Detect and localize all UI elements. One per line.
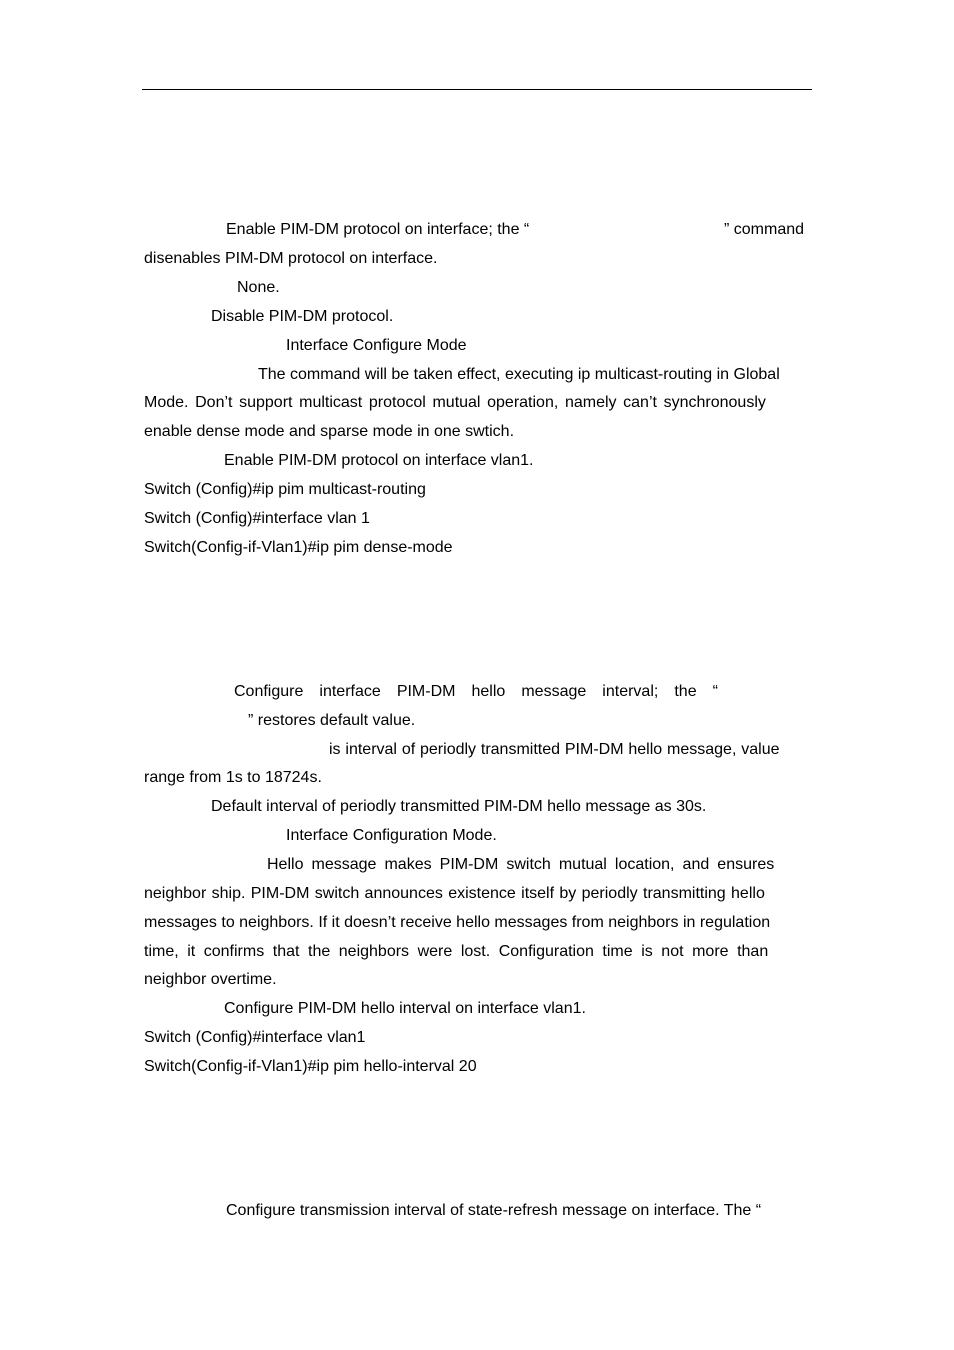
default-text: Default interval of periodly transmitted PIM-DM hello message as 30s. xyxy=(211,798,707,815)
function-text-end: ” restores default value. xyxy=(248,712,416,729)
parameter-text-cont: range from 1s to 18724s. xyxy=(144,769,322,786)
header-rule xyxy=(142,89,812,90)
function-word: hello xyxy=(471,683,506,700)
usage-text-2: Mode. Don’t support multicast protocol mutual operation, namely can’t synchronously xyxy=(144,394,766,411)
function-text-cont: disenables PIM-DM protocol on interface. xyxy=(144,250,438,267)
function-word: interface xyxy=(319,683,381,700)
mode-text: Interface Configure Mode xyxy=(286,337,467,354)
mode-text: Interface Configuration Mode. xyxy=(286,827,497,844)
example-command-1: Switch (Config)#interface vlan1 xyxy=(144,1029,366,1046)
example-command-1: Switch (Config)#ip pim multicast-routing xyxy=(144,481,426,498)
usage-text-3: enable dense mode and sparse mode in one swtich. xyxy=(144,423,515,440)
example-command-2: Switch (Config)#interface vlan 1 xyxy=(144,510,370,527)
function-word: message xyxy=(521,683,587,700)
function-word: PIM-DM xyxy=(396,683,456,700)
function-word: the xyxy=(674,683,697,700)
usage-text-1: Hello message makes PIM-DM switch mutual location, and ensures xyxy=(267,856,775,873)
function-word: Configure xyxy=(234,683,304,700)
usage-text-4: time, it confirms that the neighbors were lost. Configuration time is not more than xyxy=(144,943,769,960)
usage-text-2: neighbor ship. PIM-DM switch announces existence itself by periodly transmitting hello xyxy=(144,885,765,902)
default-text: Disable PIM-DM protocol. xyxy=(211,308,394,325)
parameter-text: is interval of periodly transmitted PIM-DM hello message, value xyxy=(329,741,780,758)
function-text-start xyxy=(234,682,718,702)
function-word: interval; xyxy=(602,683,659,700)
usage-text-5: neighbor overtime. xyxy=(144,971,277,988)
function-text-start: Configure transmission interval of state-refresh message on interface. The “ xyxy=(226,1202,762,1219)
function-word: “ xyxy=(712,683,718,700)
example-text: Enable PIM-DM protocol on interface vlan1. xyxy=(224,452,534,469)
example-text: Configure PIM-DM hello interval on interface vlan1. xyxy=(224,1000,586,1017)
usage-text-1: The command will be taken effect, executing ip multicast-routing in Global xyxy=(258,366,780,383)
example-command-2: Switch(Config-if-Vlan1)#ip pim hello-interval 20 xyxy=(144,1058,477,1075)
example-command-3: Switch(Config-if-Vlan1)#ip pim dense-mode xyxy=(144,539,453,556)
function-text-end: ” command xyxy=(724,221,805,238)
parameter-text: None. xyxy=(237,279,280,296)
function-text-start: Enable PIM-DM protocol on interface; the “ xyxy=(226,221,530,238)
usage-text-3: messages to neighbors. If it doesn’t receive hello messages from neighbors in regulation xyxy=(144,914,771,931)
